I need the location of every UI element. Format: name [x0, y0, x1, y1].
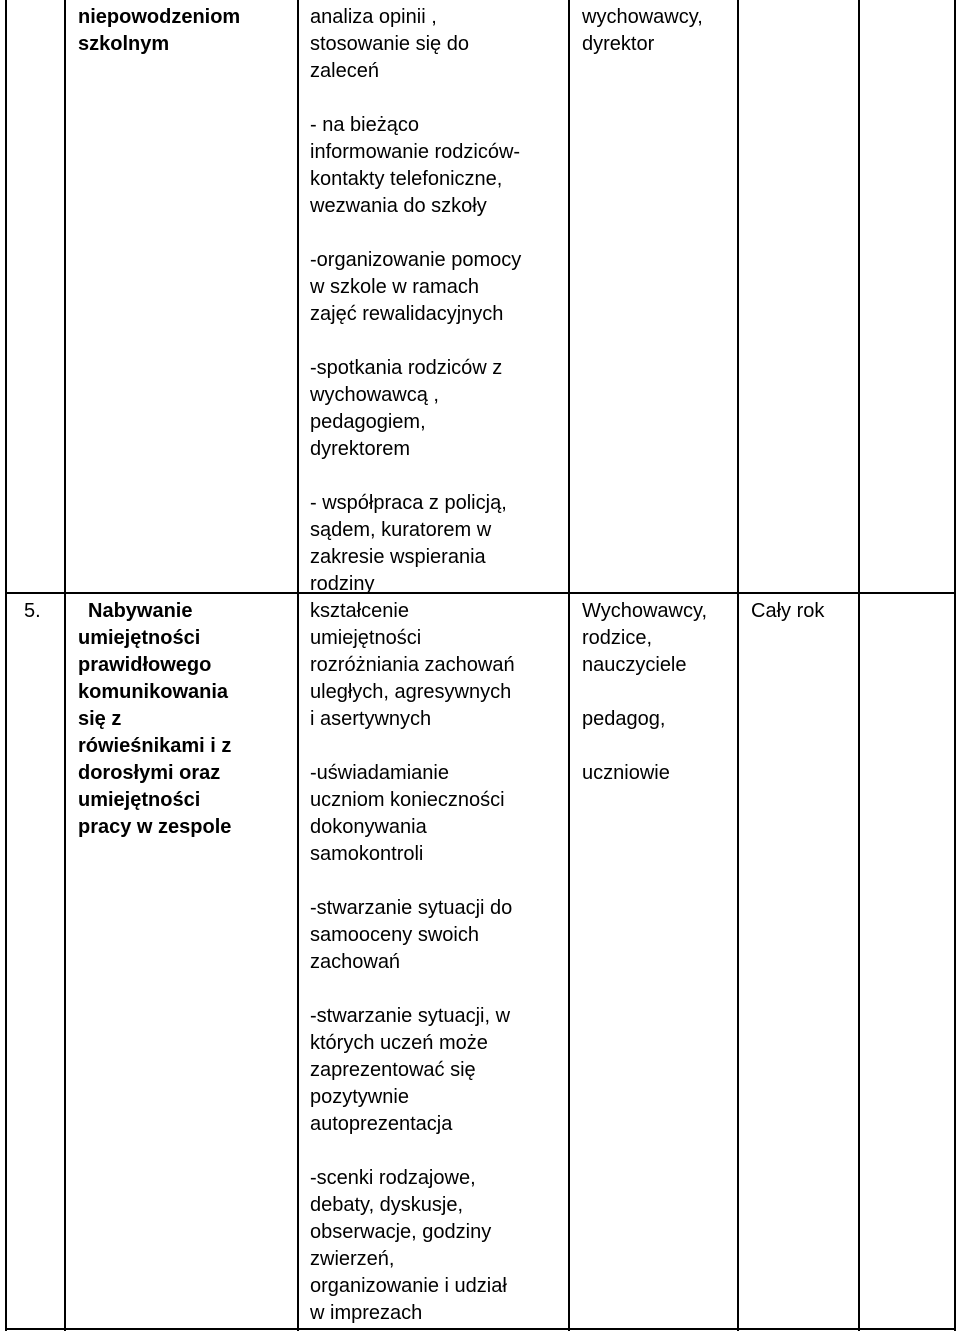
row-5-number: 5. [24, 600, 41, 622]
table-divider-5 [858, 0, 860, 1331]
row-5-actions: kształcenie umiejętności rozróżniania zachowań uległych, agresywnych i asertywnych -uświadamianie uczniom konieczności dokonywania samokontroli -stwarzanie sytuacji do samooceny swoich zachowań -stwarzanie sytuacji, w których uczeń może zaprezentować się pozytywnie autoprezentacja -scenki rodzajowe, debaty, dyskusje, obserwacje, godziny zwierzeń, organizowanie i udział w imprezach [310, 600, 515, 1324]
table-border-right [954, 0, 956, 1331]
table-divider-2 [297, 0, 299, 1331]
row-5-term: Cały rok [751, 600, 825, 622]
row-prev-responsible: wychowawcy, dyrektor [582, 6, 703, 55]
row-5-topic: Nabywanie umiejętności prawidłowego komunikowania się z rówieśnikami i z dorosłymi oraz umiejętności pracy w zespole [78, 600, 232, 838]
table-divider-3 [568, 0, 570, 1331]
table-border-bottom [5, 1328, 956, 1330]
table-divider-1 [64, 0, 66, 1331]
table-divider-4 [737, 0, 739, 1331]
row-5-responsible: Wychowawcy, rodzice, nauczyciele pedagog, uczniowie [582, 600, 708, 784]
row-prev-topic: niepowodzeniom szkolnym [78, 6, 241, 55]
table-border-left [5, 0, 7, 1331]
row-prev-actions: analiza opinii , stosowanie się do zaleceń - na bieżąco informowanie rodziców- kontakty telefoniczne, wezwania do szkoły -organizowanie pomocy w szkole w ramach zajęć rewalidacyjnych -spotkania rodziców z wychowawcą , pedagogiem, dyrektorem - współpraca z policją, sądem, kuratorem w zakresie wspierania rodziny [310, 6, 522, 595]
